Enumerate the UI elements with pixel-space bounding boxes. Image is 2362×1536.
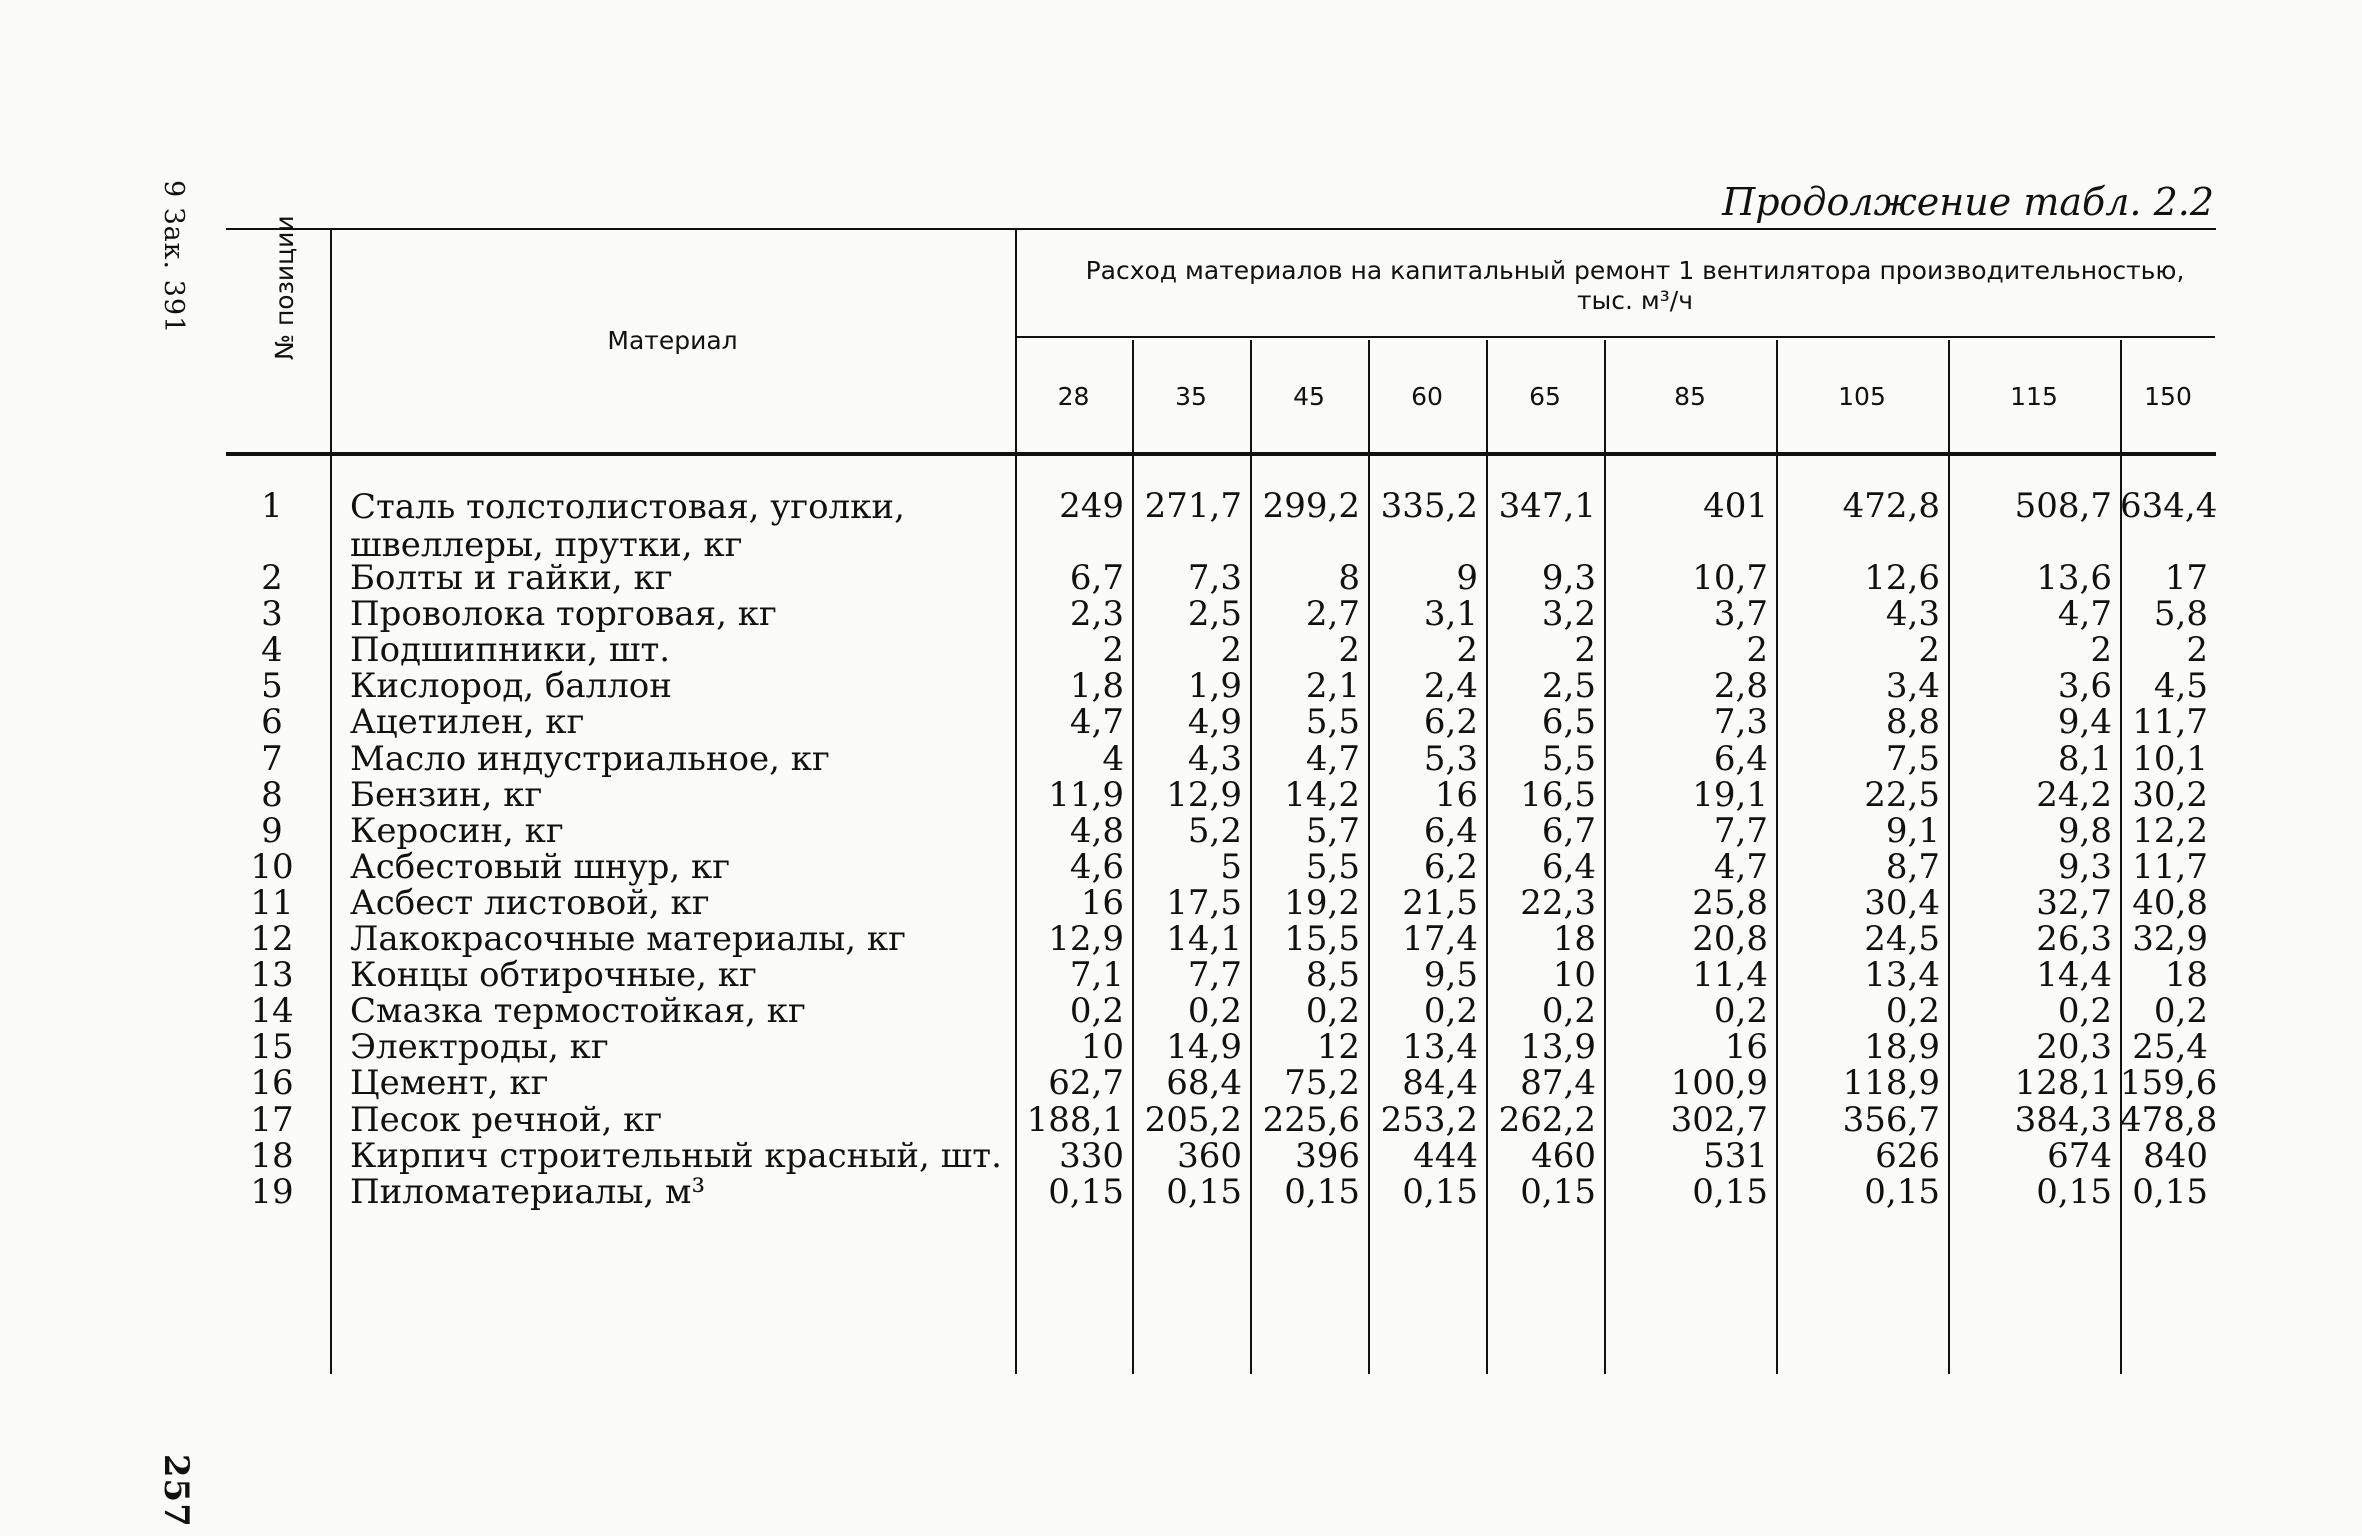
row-value: 11,9: [1048, 774, 1124, 815]
row-value: 508,7: [2014, 486, 2112, 526]
row-value: 2: [2090, 630, 2112, 671]
row-material: Кислород, баллон: [350, 666, 672, 707]
row-value: 2,5: [1541, 666, 1596, 707]
row-value: 8,5: [1305, 955, 1360, 996]
row-value: 4,9: [1187, 702, 1242, 743]
row-value: 16: [1434, 774, 1478, 815]
row-value: 9,4: [2057, 702, 2112, 743]
row-value: 2: [1102, 630, 1124, 671]
row-material: Проволока торговая, кг: [350, 594, 777, 635]
row-value: 8,8: [1885, 702, 1940, 743]
row-value: 68,4: [1166, 1063, 1242, 1104]
row-value: 330: [1059, 1135, 1124, 1176]
row-value: 4,7: [1713, 846, 1768, 887]
row-value: 3,2: [1541, 594, 1596, 635]
row-value: 6,2: [1423, 846, 1478, 887]
row-value: 3,7: [1713, 594, 1768, 635]
row-value: 9,3: [1541, 558, 1596, 598]
row-value: 22,5: [1864, 774, 1940, 815]
table-top-rule: [226, 228, 2216, 230]
row-value: 360: [1177, 1135, 1242, 1176]
row-material: Ацетилен, кг: [350, 702, 585, 743]
row-number: 11: [250, 882, 294, 923]
row-value: 3,6: [2057, 666, 2112, 707]
row-value: 17,4: [1402, 919, 1478, 959]
row-value: 302,7: [1670, 1099, 1768, 1140]
row-value: 253,2: [1380, 1099, 1478, 1140]
header-capacity-105: 105: [1838, 382, 1886, 411]
row-value: 24,2: [2036, 774, 2112, 815]
row-value: 2,3: [1069, 594, 1124, 635]
row-value: 20,3: [2036, 1027, 2112, 1068]
header-position: № позиции: [270, 215, 299, 360]
row-value: 7,1: [1069, 955, 1124, 996]
row-material: Керосин, кг: [350, 810, 564, 851]
row-value: 4,7: [1069, 702, 1124, 743]
row-value: 20,8: [1692, 919, 1768, 959]
header-material: Материал: [607, 326, 738, 355]
row-value: 8,7: [1885, 846, 1940, 887]
row-value: 271,7: [1144, 486, 1242, 526]
row-number: 19: [250, 1171, 294, 1212]
row-value: 18,9: [1864, 1027, 1940, 1068]
row-value: 5: [1220, 846, 1242, 887]
row-number: 2: [261, 558, 283, 598]
row-value: 531: [1703, 1135, 1768, 1176]
row-value: 2: [2186, 630, 2208, 671]
row-value: 6,2: [1423, 702, 1478, 743]
header-capacity-85: 85: [1674, 382, 1706, 411]
row-value: 4: [1102, 738, 1124, 779]
row-value: 18: [1552, 919, 1596, 959]
row-material: Песок речной, кг: [350, 1099, 663, 1140]
row-value: 5,8: [2153, 594, 2208, 635]
row-value: 16,5: [1520, 774, 1596, 815]
row-value: 10,1: [2132, 738, 2208, 779]
row-value: 5,5: [1305, 702, 1360, 743]
row-value: 0,2: [2153, 991, 2208, 1032]
row-value: 12: [1316, 1027, 1360, 1068]
row-material: Бензин, кг: [350, 774, 543, 815]
row-value: 674: [2047, 1135, 2112, 1176]
row-value: 2: [1918, 630, 1940, 671]
row-value: 13,9: [1520, 1027, 1596, 1068]
row-material: Кирпич строительный красный, шт.: [350, 1135, 1002, 1176]
row-value: 478,8: [2120, 1099, 2218, 1140]
row-value: 9,1: [1885, 810, 1940, 851]
row-value: 1,9: [1187, 666, 1242, 707]
row-value: 225,6: [1262, 1099, 1360, 1140]
header-sub-rule: [1015, 336, 2215, 338]
side-margin-text: [156, 180, 196, 1528]
row-value: 12,9: [1048, 919, 1124, 959]
row-value: 6,4: [1713, 738, 1768, 779]
row-number: 1: [261, 486, 283, 526]
row-value: 4,7: [2057, 594, 2112, 635]
row-value: 14,1: [1166, 919, 1242, 959]
row-number: 15: [250, 1027, 294, 1068]
row-value: 0,2: [1305, 991, 1360, 1032]
row-number: 14: [250, 991, 294, 1032]
row-value: 9,5: [1423, 955, 1478, 996]
row-value: 634,4: [2120, 486, 2218, 526]
row-value: 0,2: [1541, 991, 1596, 1032]
row-value: 0,15: [1520, 1171, 1596, 1212]
row-value: 19,2: [1284, 882, 1360, 923]
row-number: 13: [250, 955, 294, 996]
row-value: 4,3: [1187, 738, 1242, 779]
row-value: 205,2: [1144, 1099, 1242, 1140]
row-value: 128,1: [2014, 1063, 2112, 1104]
row-value: 16: [1724, 1027, 1768, 1068]
row-value: 460: [1531, 1135, 1596, 1176]
row-number: 10: [250, 846, 294, 887]
row-value: 84,4: [1402, 1063, 1478, 1104]
row-number: 3: [261, 594, 283, 635]
row-value: 2,7: [1305, 594, 1360, 635]
row-number: 18: [250, 1135, 294, 1176]
row-value: 6,5: [1541, 702, 1596, 743]
row-value: 444: [1413, 1135, 1478, 1176]
header-consumption: Расход материалов на капитальный ремонт 1 вентилятора производительностью, тыс. м³/ч: [1085, 256, 2185, 315]
row-value: 159,6: [2120, 1063, 2218, 1104]
header-capacity-65: 65: [1529, 382, 1561, 411]
row-value: 30,2: [2132, 774, 2208, 815]
row-value: 0,15: [1166, 1171, 1242, 1212]
row-value: 75,2: [1284, 1063, 1360, 1104]
row-value: 8,1: [2057, 738, 2112, 779]
row-value: 0,2: [1885, 991, 1940, 1032]
row-value: 5,5: [1541, 738, 1596, 779]
row-value: 401: [1703, 486, 1768, 526]
row-value: 1,8: [1069, 666, 1124, 707]
row-value: 8: [1338, 558, 1360, 598]
row-value: 2: [1338, 630, 1360, 671]
table-caption: Продолжение табл. 2.2: [1722, 180, 2214, 224]
row-value: 840: [2143, 1135, 2208, 1176]
row-number: 7: [261, 738, 283, 779]
row-value: 6,7: [1541, 810, 1596, 851]
row-number: 16: [250, 1063, 294, 1104]
row-value: 4,6: [1069, 846, 1124, 887]
row-value: 19,1: [1692, 774, 1768, 815]
row-value: 32,9: [2132, 919, 2208, 959]
row-material: Смазка термостойкая, кг: [350, 991, 806, 1032]
row-value: 11,4: [1692, 955, 1768, 996]
row-value: 262,2: [1498, 1099, 1596, 1140]
row-value: 16: [1080, 882, 1124, 923]
row-value: 6,7: [1069, 558, 1124, 598]
row-value: 347,1: [1498, 486, 1596, 526]
row-value: 0,15: [2036, 1171, 2112, 1212]
header-capacity-28: 28: [1057, 382, 1090, 411]
header-capacity-150: 150: [2144, 382, 2192, 411]
row-value: 9: [1456, 558, 1478, 598]
row-material: Асбест листовой, кг: [350, 882, 710, 923]
row-value: 5,7: [1305, 810, 1360, 851]
row-value: 9,8: [2057, 810, 2112, 851]
row-value: 188,1: [1026, 1099, 1124, 1140]
row-value: 12,2: [2132, 810, 2208, 851]
row-value: 0,2: [2057, 991, 2112, 1032]
row-value: 10: [1552, 955, 1596, 996]
row-value: 11,7: [2132, 702, 2208, 743]
row-number: 17: [250, 1099, 294, 1140]
row-value: 15,5: [1284, 919, 1360, 959]
row-material: Цемент, кг: [350, 1063, 549, 1104]
col-divider: [330, 228, 332, 1374]
row-material: Сталь толстолистовая, уголки, швеллеры, прутки, кг: [350, 487, 905, 565]
row-value: 0,2: [1187, 991, 1242, 1032]
row-value: 11,7: [2132, 846, 2208, 887]
row-value: 12,6: [1864, 558, 1940, 598]
row-value: 335,2: [1380, 486, 1478, 526]
row-material: Лакокрасочные материалы, кг: [350, 919, 906, 959]
row-material: Пиломатериалы, м³: [350, 1171, 706, 1212]
row-value: 14,2: [1284, 774, 1360, 815]
row-value: 626: [1875, 1135, 1940, 1176]
header-capacity-35: 35: [1175, 382, 1207, 411]
row-value: 100,9: [1670, 1063, 1768, 1104]
row-value: 0,15: [1284, 1171, 1360, 1212]
row-value: 2: [1456, 630, 1478, 671]
row-value: 5,2: [1187, 810, 1242, 851]
row-value: 5,3: [1423, 738, 1478, 779]
row-value: 22,3: [1520, 882, 1596, 923]
row-value: 356,7: [1842, 1099, 1940, 1140]
row-value: 25,8: [1692, 882, 1768, 923]
row-value: 2: [1746, 630, 1768, 671]
row-material: Масло индустриальное, кг: [350, 738, 830, 779]
row-value: 10,7: [1692, 558, 1768, 598]
row-value: 384,3: [2014, 1099, 2112, 1140]
row-value: 24,5: [1864, 919, 1940, 959]
row-value: 5,5: [1305, 846, 1360, 887]
row-value: 0,15: [2132, 1171, 2208, 1212]
row-value: 0,15: [1864, 1171, 1940, 1212]
row-value: 30,4: [1864, 882, 1940, 923]
row-value: 3,1: [1423, 594, 1478, 635]
row-value: 9,3: [2057, 846, 2112, 887]
row-value: 2,1: [1305, 666, 1360, 707]
row-value: 25,4: [2132, 1027, 2208, 1068]
row-value: 0,2: [1423, 991, 1478, 1032]
row-value: 62,7: [1048, 1063, 1124, 1104]
row-value: 17: [2164, 558, 2208, 598]
row-value: 0,15: [1402, 1171, 1478, 1212]
header-capacity-60: 60: [1411, 382, 1443, 411]
row-value: 3,4: [1885, 666, 1940, 707]
row-value: 0,15: [1692, 1171, 1768, 1212]
row-value: 7,3: [1187, 558, 1242, 598]
row-number: 8: [261, 774, 283, 815]
header-bottom-rule: [226, 452, 2216, 456]
row-value: 12,9: [1166, 774, 1242, 815]
row-value: 299,2: [1262, 486, 1360, 526]
row-value: 7,3: [1713, 702, 1768, 743]
row-value: 2,8: [1713, 666, 1768, 707]
row-number: 12: [250, 919, 294, 959]
row-value: 4,3: [1885, 594, 1940, 635]
row-value: 7,7: [1713, 810, 1768, 851]
row-value: 396: [1295, 1135, 1360, 1176]
row-value: 2,4: [1423, 666, 1478, 707]
row-material: Электроды, кг: [350, 1027, 609, 1068]
row-value: 17,5: [1166, 882, 1242, 923]
row-value: 32,7: [2036, 882, 2112, 923]
row-value: 87,4: [1520, 1063, 1596, 1104]
order-number: 9 Зак. 391: [158, 180, 189, 335]
row-value: 4,7: [1305, 738, 1360, 779]
row-value: 40,8: [2132, 882, 2208, 923]
row-value: 0,2: [1069, 991, 1124, 1032]
row-material: Болты и гайки, кг: [350, 558, 673, 598]
row-number: 4: [261, 630, 283, 671]
row-value: 14,9: [1166, 1027, 1242, 1068]
row-value: 6,4: [1541, 846, 1596, 887]
row-value: 18: [2164, 955, 2208, 996]
row-number: 9: [261, 810, 283, 851]
page-number: 257: [156, 1453, 196, 1528]
header-capacity-45: 45: [1293, 382, 1325, 411]
row-value: 118,9: [1842, 1063, 1940, 1104]
row-number: 5: [261, 666, 283, 707]
row-value: 2: [1574, 630, 1596, 671]
row-value: 7,7: [1187, 955, 1242, 996]
row-value: 4,8: [1069, 810, 1124, 851]
row-material: Асбестовый шнур, кг: [350, 846, 731, 887]
row-value: 10: [1080, 1027, 1124, 1068]
row-value: 13,4: [1402, 1027, 1478, 1068]
header-capacity-115: 115: [2010, 382, 2058, 411]
row-value: 13,6: [2036, 558, 2112, 598]
row-value: 249: [1059, 486, 1124, 526]
row-material: Подшипники, шт.: [350, 630, 671, 671]
row-value: 7,5: [1885, 738, 1940, 779]
row-value: 14,4: [2036, 955, 2112, 996]
row-material: Концы обтирочные, кг: [350, 955, 757, 996]
row-value: 0,2: [1713, 991, 1768, 1032]
row-value: 0,15: [1048, 1171, 1124, 1212]
row-number: 6: [261, 702, 283, 743]
row-value: 2,5: [1187, 594, 1242, 635]
row-value: 13,4: [1864, 955, 1940, 996]
row-value: 4,5: [2153, 666, 2208, 707]
row-value: 21,5: [1402, 882, 1478, 923]
row-value: 26,3: [2036, 919, 2112, 959]
row-value: 6,4: [1423, 810, 1478, 851]
row-value: 472,8: [1842, 486, 1940, 526]
row-value: 2: [1220, 630, 1242, 671]
